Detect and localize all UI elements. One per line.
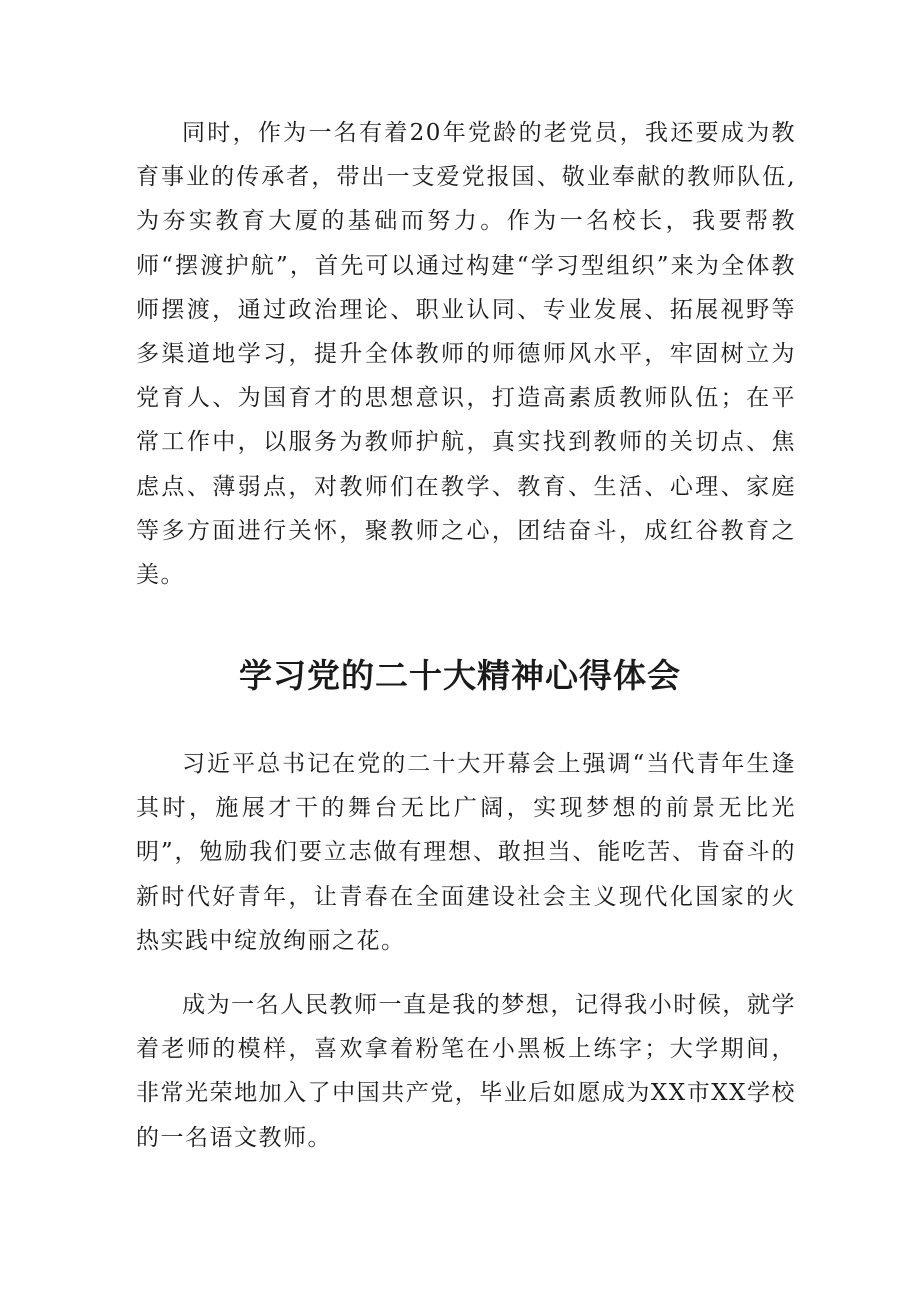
body-paragraph: 习近平总书记在党的二十大开幕会上强调“当代青年生逢其时，施展才干的舞台无比广阔，实现梦想的前景无比光明”，勉励我们要立志做有理想、敢担当、能吃苦、肯奋斗的新时代好青年，让青春在全面建设社会主义现代化国家的火热实践中绽放绚丽之花。 [136, 751, 796, 954]
body-paragraph: 成为一名人民教师一直是我的梦想，记得我小时候，就学着老师的模样，喜欢拿着粉笔在小黑板上练字；大学期间，非常光荣地加入了中国共产党，毕业后如愿成为XX市XX学校的一名语文教师。 [136, 992, 796, 1151]
body-paragraph: 同时，作为一名有着20年党龄的老党员，我还要成为教育事业的传承者，带出一支爱党报国、敬业奉献的教师队伍,为夯实教育大厦的基础而努力。作为一名校长，我要帮教师“摆渡护航”，首先可以通过构建“学习型组织”来为全体教师摆渡，通过政治理论、职业认同、专业发展、拓展视野等多渠道地学习，提升全体教师的师德师风水平，牢固树立为党育人、为国育才的思想意识，打造高素质教师队伍；在平常工作中，以服务为教师护航，真实找到教师的关切点、焦虑点、薄弱点，对教师们在教学、教育、生活、心理、家庭等多方面进行关怀，聚教师之心，团结奋斗，成红谷教育之美。 [136, 120, 796, 589]
section-title: 学习党的二十大精神心得体会 [239, 656, 681, 695]
